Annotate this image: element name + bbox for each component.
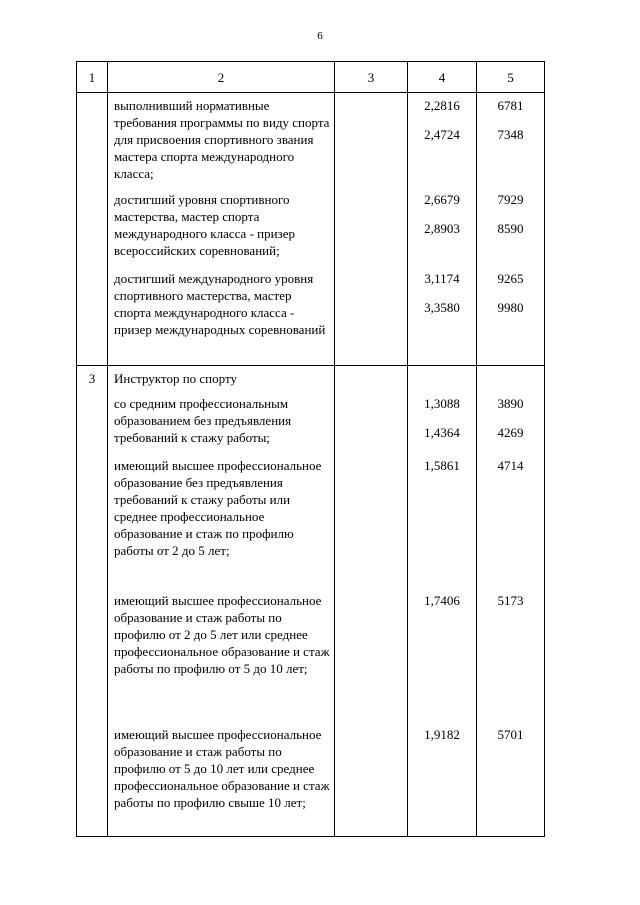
empty-cell — [335, 457, 408, 592]
coefficient-cell — [408, 726, 477, 837]
salary-value: 7348 — [497, 127, 524, 142]
column-header: 5 — [477, 62, 545, 93]
coefficient-cell — [408, 366, 477, 395]
coefficient-value: 1,7406 — [424, 592, 460, 608]
coefficient-value: 1,9182 — [424, 726, 460, 742]
row-number-cell: 3 — [77, 366, 108, 395]
empty-cell — [335, 270, 408, 366]
coefficient-cell — [408, 93, 477, 191]
coefficient-value: 3,1174 — [424, 270, 460, 286]
salary-cell — [477, 592, 545, 726]
coefficient-value: 2,4724 — [424, 127, 460, 142]
salary-cell — [477, 270, 545, 366]
salary-cell — [477, 395, 545, 457]
table-row — [77, 726, 545, 837]
empty-cell — [335, 93, 408, 191]
salary-cell — [477, 726, 545, 837]
coefficient-cell — [408, 457, 477, 592]
table-header-row — [77, 62, 545, 93]
position-title-cell: Инструктор по спорту — [108, 366, 335, 395]
table-row — [77, 366, 545, 395]
salary-value: 3890 — [497, 395, 524, 411]
coefficient-cell — [408, 270, 477, 366]
table-row — [77, 592, 545, 726]
row-number-cell — [77, 457, 108, 592]
table-row — [77, 191, 545, 270]
table-row — [77, 395, 545, 457]
position-description-cell: достигший уровня спортивного мастерства, мастер спорта международного класса - призер всероссийских соревнований; — [108, 191, 335, 270]
coefficient-value: 1,5861 — [424, 457, 460, 473]
position-description-cell: со средним профессиональным образованием без предъявления требований к стажу работы; — [108, 395, 335, 457]
empty-cell — [335, 726, 408, 837]
salary-cell — [477, 191, 545, 270]
table-row — [77, 270, 545, 366]
coefficient-value: 2,2816 — [424, 98, 460, 113]
empty-cell — [335, 395, 408, 457]
row-number-cell — [77, 395, 108, 457]
position-description-cell: имеющий высшее профессиональное образование без предъявления требований к стажу работы или среднее профессиональное образование и стаж по профилю работы от 2 до 5 лет; — [108, 457, 335, 592]
row-number-cell — [77, 592, 108, 726]
salary-value: 9265 — [497, 270, 524, 286]
salary-value: 4269 — [497, 424, 524, 440]
coefficient-cell — [408, 191, 477, 270]
table-row — [77, 93, 545, 191]
salary-value: 7929 — [497, 191, 524, 207]
coefficient-cell — [408, 592, 477, 726]
salary-value: 4714 — [497, 457, 524, 473]
salary-value: 9980 — [497, 299, 524, 315]
row-number-cell — [77, 270, 108, 366]
empty-cell — [335, 191, 408, 270]
salary-value: 5173 — [497, 592, 524, 608]
column-header: 2 — [108, 62, 335, 93]
salary-cell — [477, 457, 545, 592]
salary-value: 5701 — [497, 726, 524, 742]
coefficient-value: 3,3580 — [424, 299, 460, 315]
position-description-cell: имеющий высшее профессиональное образование и стаж работы по профилю от 5 до 10 лет или среднее профессиональное образование и стаж работы по профилю свыше 10 лет; — [108, 726, 335, 837]
row-number-cell — [77, 191, 108, 270]
salary-value: 6781 — [497, 98, 524, 113]
coefficient-value: 1,3088 — [424, 395, 460, 411]
empty-cell — [335, 366, 408, 395]
coefficient-cell — [408, 395, 477, 457]
column-header: 3 — [335, 62, 408, 93]
salary-value: 8590 — [497, 220, 524, 236]
coefficient-value: 2,6679 — [424, 191, 460, 207]
empty-cell — [335, 592, 408, 726]
position-description-cell: имеющий высшее профессиональное образование и стаж работы по профилю от 2 до 5 лет или среднее профессиональное образование и стаж работы по профилю от 5 до 10 лет; — [108, 592, 335, 726]
page-number: 6 — [317, 30, 323, 42]
position-description-cell: достигший международного уровня спортивного мастерства, мастер спорта международного класса - призер международных соревнований — [108, 270, 335, 366]
row-number-cell — [77, 726, 108, 837]
salary-cell — [477, 93, 545, 191]
table-row — [77, 457, 545, 592]
row-number-cell — [77, 93, 108, 191]
coefficient-value: 1,4364 — [424, 424, 460, 440]
position-description-cell: выполнивший нормативные требования программы по виду спорта для присвоения спортивного звания мастера спорта международного класса; — [108, 93, 335, 191]
coefficient-value: 2,8903 — [424, 220, 460, 236]
salary-table — [76, 61, 545, 837]
salary-cell — [477, 366, 545, 395]
column-header: 1 — [77, 62, 108, 93]
column-header: 4 — [408, 62, 477, 93]
